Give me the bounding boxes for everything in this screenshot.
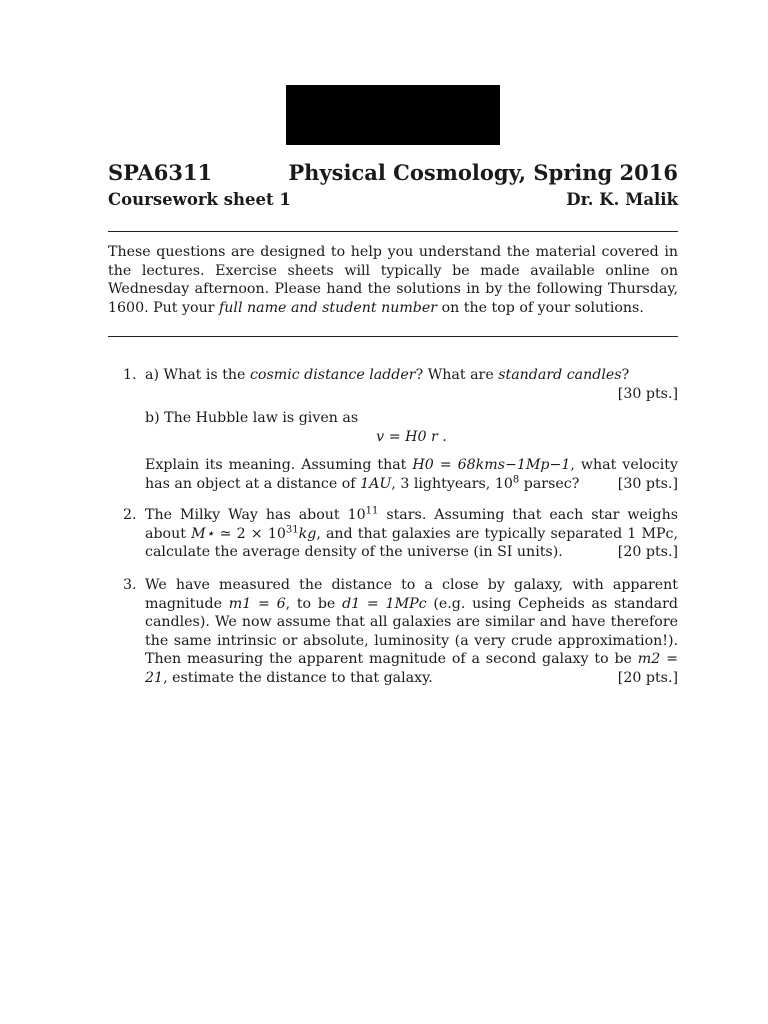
bottom-rule xyxy=(108,336,678,337)
q2-exp2: 31 xyxy=(285,523,299,535)
q1b-au: 1AU xyxy=(360,475,392,492)
q1a-points: [30 pts.] xyxy=(617,385,678,402)
q3-t2: , to be xyxy=(285,595,343,612)
q1b-t2: , what velocity has an object at a distance of xyxy=(145,457,679,492)
intro-text-1: These questions are designed to help you understand the material covered in the lectures. Exercise sheets will typically be made available online on Wednesday afternoon. Please hand the solutions in by the following Thursday, 1600. Put your xyxy=(108,244,678,316)
q3-points: [20 pts.] xyxy=(617,669,678,686)
q3-t3: (e.g. using Cepheids as standard candles). We now assume that all galaxies are similar and have therefore the same intrinsic or absolute, luminosity (a very crude approximation!). Then measuring the apparent magnitude of a second galaxy to be xyxy=(145,595,678,667)
q1b-points: [30 pts.] xyxy=(617,475,678,492)
q1a-em1: cosmic distance ladder xyxy=(249,367,416,383)
q2-exp1: 11 xyxy=(365,505,379,517)
q1b-h0: H0 = 68kms−1Mp−1 xyxy=(412,457,571,473)
q1a-t1: a) What is the xyxy=(145,367,250,383)
q3-m2: m2 = 21 xyxy=(145,651,678,686)
q2-text xyxy=(145,506,678,562)
q1a-t2: ? What are xyxy=(415,367,499,383)
q3-d1: d1 = 1MPc xyxy=(342,595,427,612)
q2-t2: stars. Assuming that each star weighs about xyxy=(145,507,678,542)
q3-t4: , estimate the distance to that galaxy. xyxy=(163,669,433,686)
q1b-t3: , 3 lightyears, xyxy=(391,475,495,492)
redaction-block xyxy=(286,85,500,145)
course-title: Physical Cosmology, Spring 2016 xyxy=(288,160,678,185)
q2-t3: 2 × 10 xyxy=(236,525,286,542)
q2-kg: kg xyxy=(298,525,317,542)
q3-m1: m1 = 6 xyxy=(228,595,286,612)
q1a-text xyxy=(145,366,678,403)
q2-t1: The Milky Way has about 10 xyxy=(145,507,366,523)
intro-emphasis: full name and student number xyxy=(219,299,438,316)
q3-t1: We have measured the distance to a close by galaxy, with apparent magnitude xyxy=(145,577,678,612)
q1b-exp: 8 xyxy=(512,473,520,485)
lecturer-name: Dr. K. Malik xyxy=(566,190,678,209)
intro-paragraph xyxy=(108,243,678,317)
q1-number: 1. xyxy=(123,367,137,383)
q1b-text xyxy=(145,456,678,493)
q2-points: [20 pts.] xyxy=(617,544,678,560)
q1b-intro: b) The Hubble law is given as xyxy=(145,410,359,426)
q1a-t3: ? xyxy=(621,367,630,383)
q1b-t4: parsec? xyxy=(519,475,580,492)
q3-text xyxy=(145,576,678,687)
q2-number: 2. xyxy=(123,507,137,523)
q1b-t1: Explain its meaning. Assuming that xyxy=(145,457,413,473)
q1b-parsec: 10 xyxy=(494,475,513,492)
intro-text-2: on the top of your solutions. xyxy=(437,299,644,316)
hubble-equation: v = H0 r . xyxy=(376,429,447,445)
q3-number: 3. xyxy=(123,577,137,593)
top-rule xyxy=(108,231,678,232)
sheet-title: Coursework sheet 1 xyxy=(108,190,291,209)
header-row-2 xyxy=(108,190,678,209)
q2-t4: , and that galaxies are typically separated 1 MPc, calculate the average density of the universe (in SI units). xyxy=(145,525,678,560)
header-row-1 xyxy=(108,160,678,185)
q2-mstar: M⋆ ≃ xyxy=(191,525,232,542)
q1a-em2: standard candles xyxy=(498,367,622,383)
course-code: SPA6311 xyxy=(108,160,213,185)
